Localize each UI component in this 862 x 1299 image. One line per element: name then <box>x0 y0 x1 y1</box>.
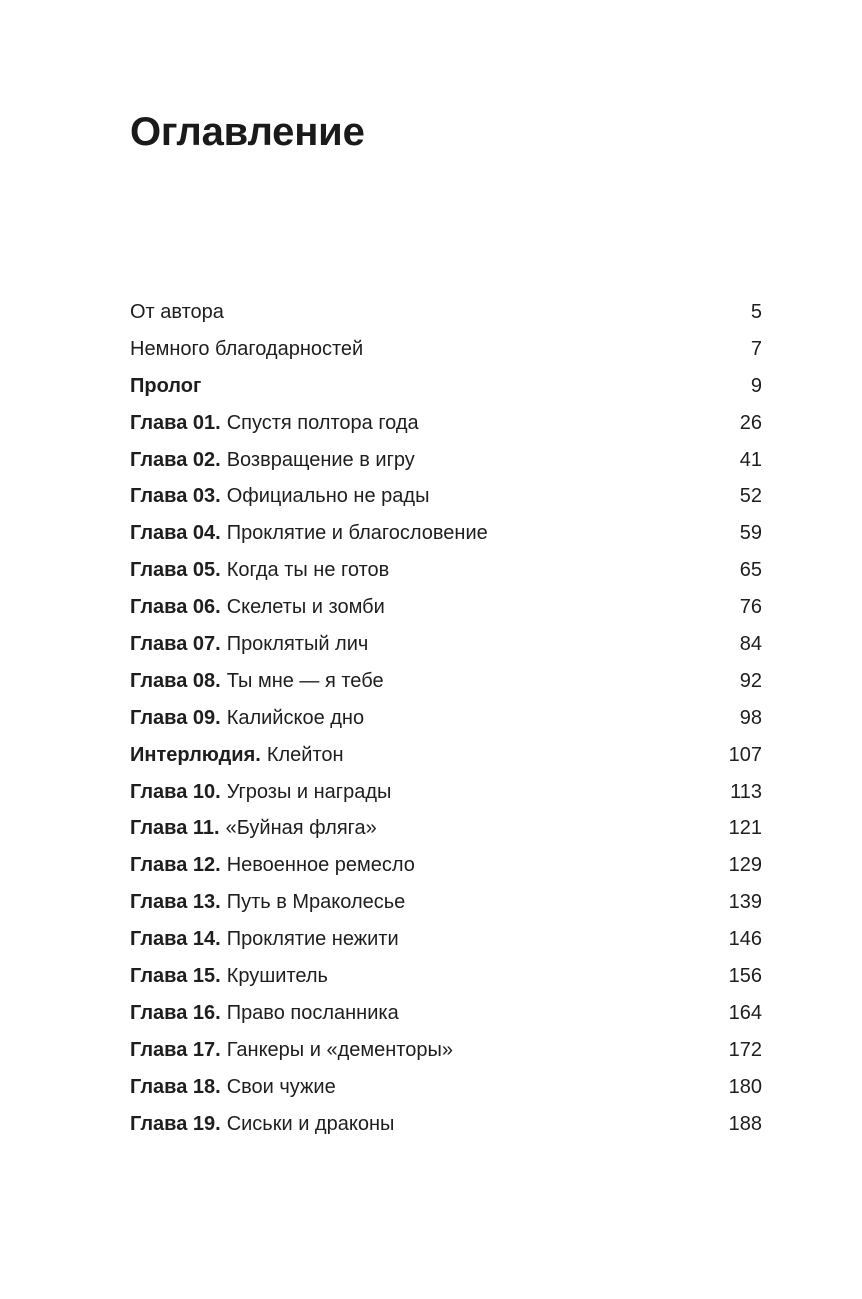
toc-entry <box>130 552 762 589</box>
page-number: 26 <box>739 411 762 434</box>
page-number: 52 <box>739 485 762 508</box>
chapter-name: От автора <box>130 301 224 323</box>
toc-entry-title <box>130 552 389 589</box>
toc-entry <box>130 700 762 737</box>
toc-entry-title <box>130 331 363 368</box>
toc-entry <box>130 921 762 958</box>
page-number: 5 <box>750 301 762 323</box>
chapter-name: Скелеты и зомби <box>226 596 385 619</box>
page-number: 41 <box>739 448 762 471</box>
chapter-name: Невоенное ремесло <box>226 854 415 877</box>
toc-entry-title <box>130 958 328 995</box>
page-number: 164 <box>728 1001 762 1024</box>
chapter-label: Глава 12. <box>130 854 221 877</box>
toc-entry <box>130 405 762 442</box>
toc-entry-title <box>130 1032 453 1069</box>
page-number: 92 <box>739 669 762 692</box>
page-number: 121 <box>728 817 762 840</box>
page-number: 65 <box>739 559 762 582</box>
page-number: 9 <box>750 374 762 397</box>
chapter-name: Официально не рады <box>226 485 430 508</box>
chapter-name: Проклятый лич <box>226 633 369 656</box>
toc-entry <box>130 442 762 479</box>
chapter-name: Угрозы и награды <box>226 780 392 803</box>
chapter-label: Глава 08. <box>130 669 221 692</box>
toc-entry-title <box>130 663 384 700</box>
page-number: 107 <box>728 743 762 766</box>
page-number: 180 <box>728 1075 762 1098</box>
chapter-label: Глава 14. <box>130 928 221 951</box>
toc-entry-title <box>130 442 415 479</box>
toc-entry-title <box>130 589 385 626</box>
page-number: 59 <box>739 522 762 545</box>
toc-entry <box>130 774 762 811</box>
chapter-name: Право посланника <box>226 1001 399 1024</box>
chapter-label: Глава 11. <box>130 817 220 840</box>
page-title: Оглавление <box>130 110 365 154</box>
chapter-name: Проклятие нежити <box>226 928 399 951</box>
page-number: 76 <box>739 596 762 619</box>
toc-entry-title <box>130 1106 394 1143</box>
page-number: 113 <box>730 780 762 803</box>
chapter-label: Глава 18. <box>130 1075 221 1098</box>
toc-entry-title <box>130 368 201 405</box>
page-number: 172 <box>728 1038 762 1061</box>
toc-entry <box>130 515 762 552</box>
toc-entry-title <box>130 921 399 958</box>
chapter-label: Глава 03. <box>130 485 221 508</box>
toc-entry <box>130 294 762 331</box>
toc-entry-title <box>130 700 364 737</box>
toc-entry <box>130 958 762 995</box>
chapter-label: Глава 05. <box>130 559 221 582</box>
toc-entry-title <box>130 1069 336 1106</box>
toc-entry <box>130 331 762 368</box>
toc-entry-title <box>130 810 377 847</box>
chapter-label: Глава 07. <box>130 633 221 656</box>
toc-entry <box>130 1032 762 1069</box>
page-number: 156 <box>728 965 762 988</box>
toc-entry <box>130 626 762 663</box>
chapter-name: Ганкеры и «дементоры» <box>226 1038 453 1061</box>
chapter-label: Глава 15. <box>130 965 221 988</box>
chapter-name: Когда ты не готов <box>226 559 390 582</box>
toc-entry <box>130 1069 762 1106</box>
chapter-name: Калийское дно <box>226 706 365 729</box>
chapter-label: Глава 02. <box>130 448 221 471</box>
toc-entry-title <box>130 405 419 442</box>
toc-entry <box>130 884 762 921</box>
toc-entry <box>130 1106 762 1143</box>
chapter-label: Глава 13. <box>130 891 221 914</box>
chapter-name: Сиськи и драконы <box>226 1112 395 1135</box>
table-of-contents <box>130 294 762 1142</box>
chapter-label: Глава 09. <box>130 706 221 729</box>
toc-entry-title <box>130 774 391 811</box>
toc-entry-title <box>130 626 368 663</box>
chapter-name: Клейтон <box>266 743 344 766</box>
chapter-name: Немного благодарностей <box>130 337 364 360</box>
toc-entry-title <box>130 515 488 552</box>
chapter-name: Крушитель <box>226 965 328 988</box>
chapter-name: Пролог <box>130 374 202 397</box>
toc-entry <box>130 368 762 405</box>
chapter-label: Глава 01. <box>130 411 221 434</box>
toc-entry-title <box>130 478 429 515</box>
toc-entry <box>130 737 762 774</box>
page-number: 146 <box>728 928 762 951</box>
page-number: 98 <box>739 706 762 729</box>
page-number: 139 <box>728 891 762 914</box>
toc-entry-title <box>130 737 344 774</box>
toc-entry-title <box>130 294 224 331</box>
chapter-name: Свои чужие <box>226 1075 336 1098</box>
toc-entry <box>130 847 762 884</box>
toc-entry <box>130 478 762 515</box>
chapter-name: Спустя полтора года <box>226 411 419 434</box>
chapter-label: Глава 19. <box>130 1112 221 1135</box>
page-number: 129 <box>728 854 762 877</box>
toc-entry <box>130 995 762 1032</box>
chapter-label: Глава 16. <box>130 1001 221 1024</box>
chapter-name: Ты мне — я тебе <box>226 669 384 692</box>
toc-entry-title <box>130 847 415 884</box>
toc-entry <box>130 589 762 626</box>
page-number: 84 <box>739 633 762 656</box>
chapter-name: Проклятие и благословение <box>226 522 488 545</box>
chapter-label: Глава 04. <box>130 522 221 545</box>
toc-entry-title <box>130 995 399 1032</box>
chapter-name: Путь в Мраколесье <box>226 891 406 914</box>
toc-entry <box>130 663 762 700</box>
chapter-name: Возвращение в игру <box>226 448 415 471</box>
chapter-label: Глава 17. <box>130 1038 221 1061</box>
page-number: 7 <box>750 337 762 360</box>
chapter-name: «Буйная фляга» <box>225 817 377 840</box>
chapter-label: Глава 06. <box>130 596 221 619</box>
toc-entry <box>130 810 762 847</box>
chapter-label: Интерлюдия. <box>130 743 261 766</box>
toc-entry-title <box>130 884 405 921</box>
chapter-label: Глава 10. <box>130 780 221 803</box>
page-number: 188 <box>728 1112 762 1135</box>
